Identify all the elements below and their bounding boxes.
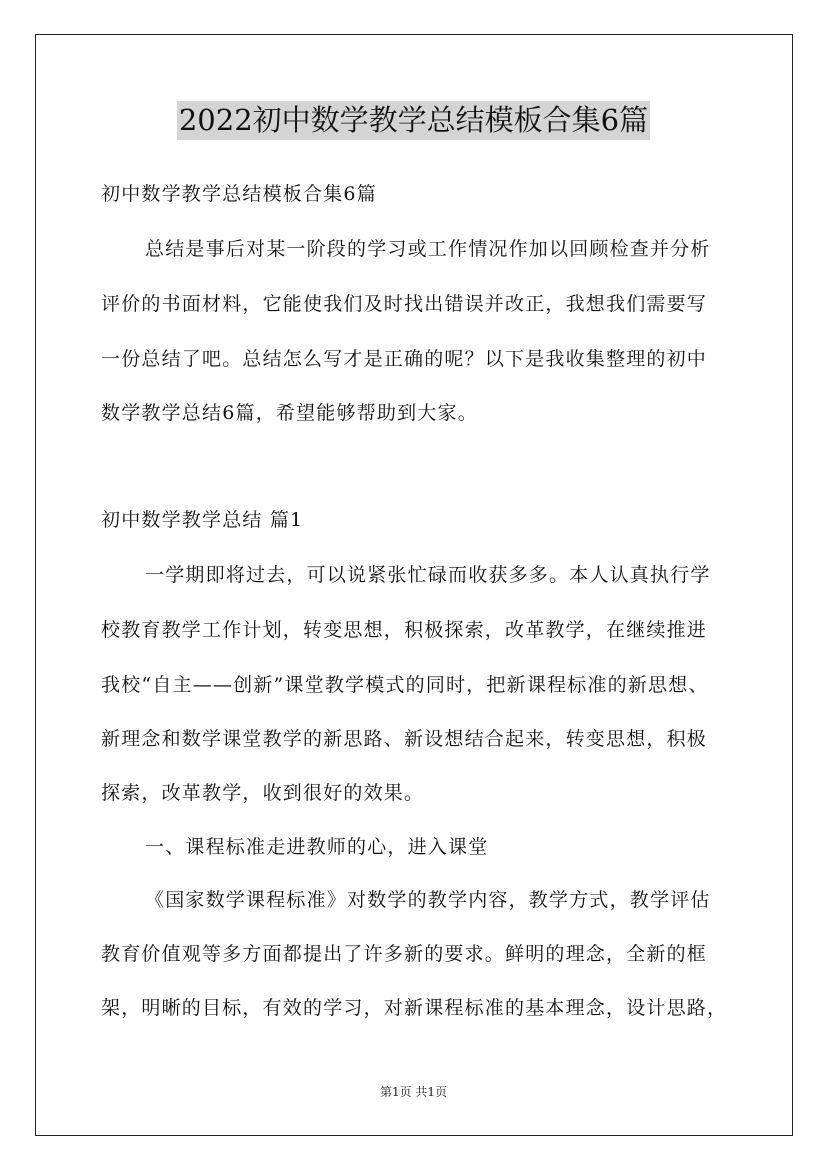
- paragraph-line: 一学期即将过去，可以说紧张忙碌而收获多多。本人认真执行学: [145, 564, 711, 586]
- paragraph-line: 校教育教学工作计划，转变思想，积极探索，改革教学，在继续推进: [101, 619, 708, 641]
- document-title: 2022初中数学教学总结模板合集6篇: [177, 101, 650, 140]
- intro-line: 总结是事后对某一阶段的学习或工作情况作加以回顾检查并分析: [145, 238, 711, 260]
- paragraph-line: 《国家数学课程标准》对数学的教学内容，教学方式，教学评估: [145, 889, 711, 911]
- paragraph-line: 探索，改革教学，收到很好的效果。: [101, 782, 425, 804]
- paragraph-line: 教育价值观等多方面都提出了许多新的要求。鲜明的理念，全新的框: [101, 943, 708, 965]
- intro-line: 评价的书面材料，它能使我们及时找出错误并改正，我想我们需要写: [101, 293, 708, 315]
- page-footer: 第1页 共1页: [379, 1085, 448, 1099]
- subheading: 一、课程标准走进教师的心，进入课堂: [145, 836, 489, 858]
- paragraph-line: 新理念和数学课堂教学的新思路、新设想结合起来，转变思想，积极: [101, 728, 708, 750]
- document-subtitle: 初中数学教学总结模板合集6篇: [101, 183, 377, 205]
- intro-line: 一份总结了吧。总结怎么写才是正确的呢？以下是我收集整理的初中: [101, 348, 708, 370]
- paragraph-line: 我校“自主——创新”课堂教学模式的同时，把新课程标准的新思想、: [101, 674, 709, 696]
- title-wrap: [0, 101, 827, 140]
- paragraph-line: 架，明晰的目标，有效的学习，对新课程标准的基本理念，设计思路，: [101, 997, 728, 1019]
- intro-line: 数学教学总结6篇，希望能够帮助到大家。: [101, 402, 478, 424]
- section-heading: 初中数学教学总结 篇1: [101, 509, 304, 531]
